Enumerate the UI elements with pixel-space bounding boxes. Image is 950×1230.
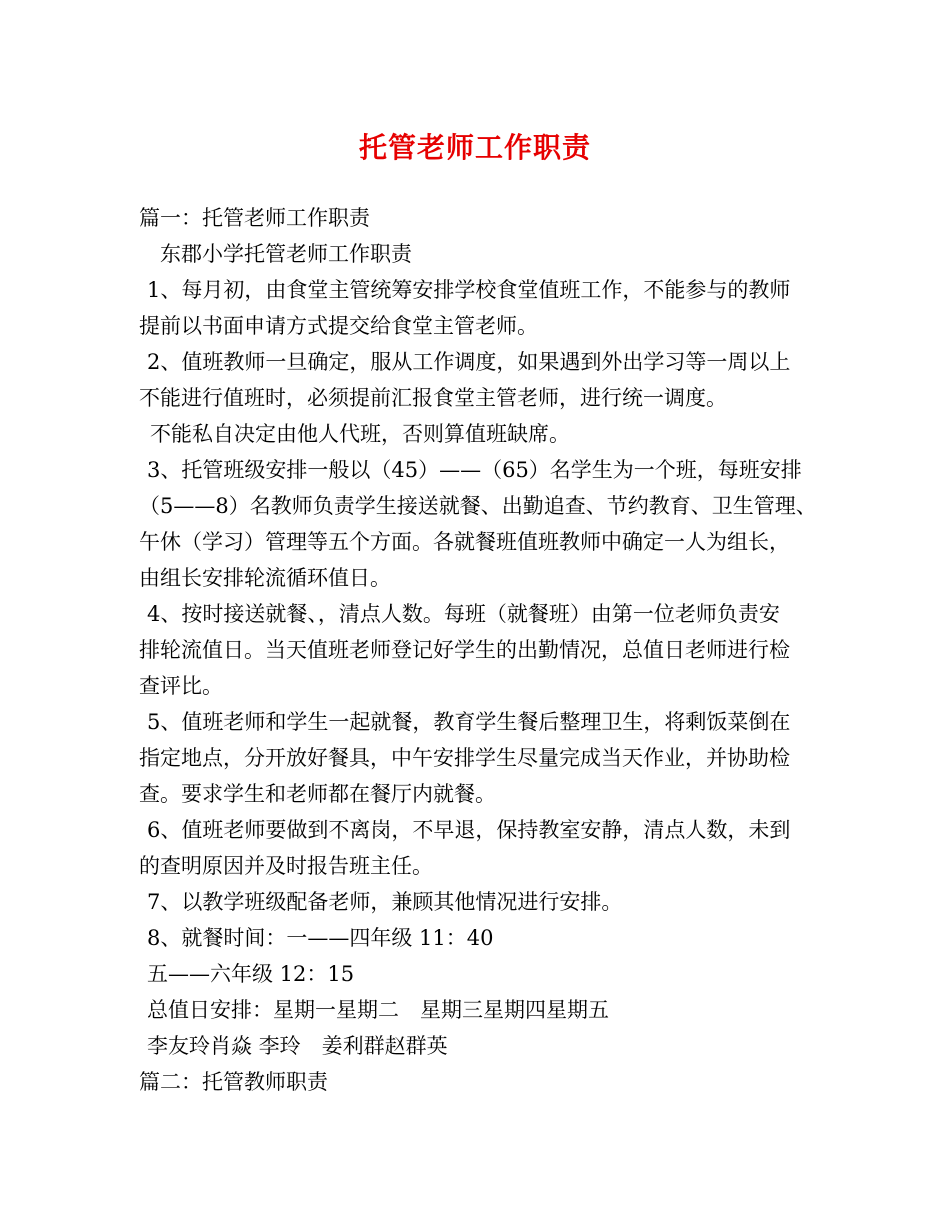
paragraph-line: 查。要求学生和老师都在餐厅内就餐。: [139, 782, 496, 806]
paragraph-line: 五——六年级 12：15: [147, 962, 355, 986]
paragraph-line: 指定地点，分开放好餐具，中午安排学生尽量完成当天作业，并协助检: [139, 746, 790, 770]
paragraph-line: 的查明原因并及时报告班主任。: [139, 854, 433, 878]
paragraph-line: 2、值班教师一旦确定，服从工作调度，如果遇到外出学习等一周以上: [147, 350, 791, 374]
paragraph-line: 查评比。: [139, 674, 223, 698]
paragraph-line: 6、值班老师要做到不离岗，不早退，保持教室安静，清点人数，未到: [147, 818, 791, 842]
paragraph-line: （5——8）名教师负责学生接送就餐、出勤追查、节约教育、卫生管理、: [139, 494, 817, 518]
paragraph-line: 不能私自决定由他人代班，否则算值班缺席。: [150, 422, 570, 446]
paragraph-line: 午休（学习）管理等五个方面。各就餐班值班教师中确定一人为组长，: [139, 530, 790, 554]
paragraph-line: 提前以书面申请方式提交给食堂主管老师。: [139, 314, 538, 338]
paragraph-line: 7、以教学班级配备老师，兼顾其他情况进行安排。: [147, 890, 623, 914]
page-title: 托管老师工作职责: [358, 131, 591, 164]
section-heading-2: 篇二：托管教师职责: [139, 1070, 328, 1094]
paragraph-line: 李友玲肖焱 李玲 姜利群赵群英: [147, 1034, 448, 1058]
subheading: 东郡小学托管老师工作职责: [160, 242, 412, 266]
paragraph-line: 排轮流值日。当天值班老师登记好学生的出勤情况，总值日老师进行检: [139, 638, 790, 662]
section-heading-1: 篇一：托管老师工作职责: [139, 206, 370, 230]
paragraph-line: 4、按时接送就餐、，清点人数。每班（就餐班）由第一位老师负责安: [147, 602, 780, 626]
paragraph-line: 3、托管班级安排一般以（45）——（65）名学生为一个班，每班安排: [147, 458, 802, 482]
paragraph-line: 由组长安排轮流循环值日。: [139, 566, 391, 590]
paragraph-line: 不能进行值班时，必须提前汇报食堂主管老师，进行统一调度。: [139, 386, 727, 410]
paragraph-line: 8、就餐时间：一——四年级 11：40: [147, 926, 494, 950]
paragraph-line: 1、每月初，由食堂主管统筹安排学校食堂值班工作，不能参与的教师: [147, 278, 791, 302]
paragraph-line: 5、值班老师和学生一起就餐，教育学生餐后整理卫生，将剩饭菜倒在: [147, 710, 791, 734]
paragraph-line: 总值日安排：星期一星期二 星期三星期四星期五: [147, 998, 609, 1022]
